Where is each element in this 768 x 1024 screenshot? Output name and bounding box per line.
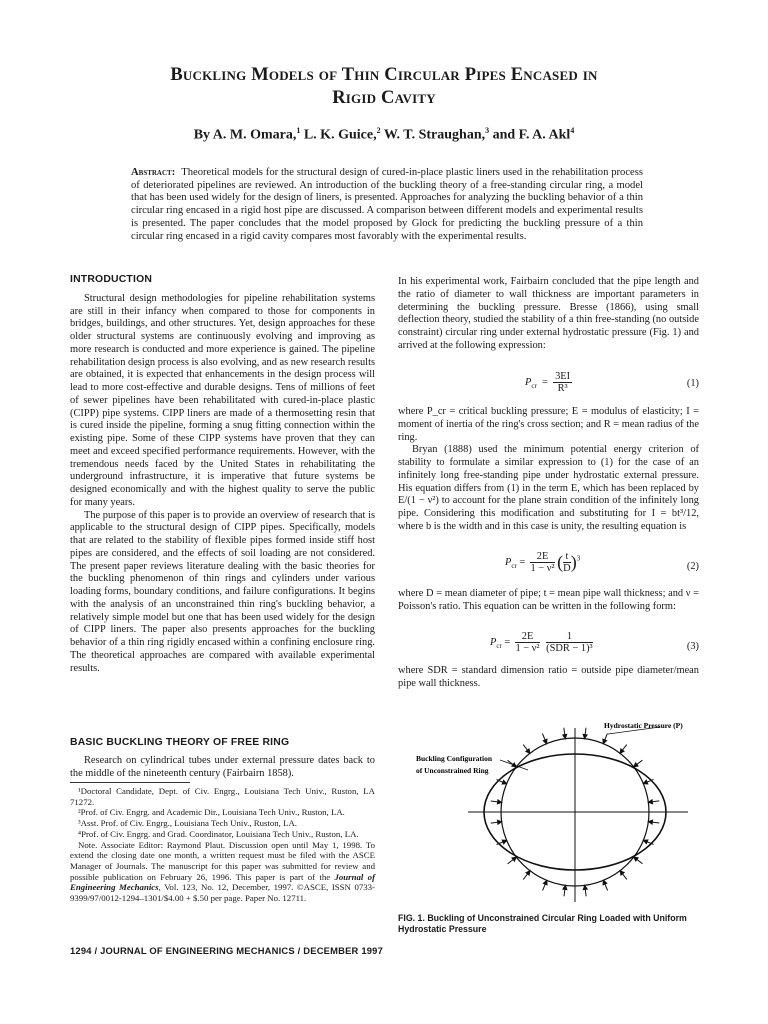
pressure-arrowhead [603,880,607,884]
right-text-block [398,406,699,534]
pressure-arrowhead [603,739,607,743]
abstract [131,167,643,243]
figure-1-diagram [398,712,708,908]
author-4: and F. A. Akl [489,127,571,143]
author-4-note: 4 [570,126,575,135]
footnote-rule [70,782,190,783]
eq1-denominator: R³ [557,383,568,394]
footnote-1: ¹Doctoral Candidate, Dept. of Civ. Engrg., Louisiana Tech Univ., Ruston, LA 71272. [70,786,375,807]
label-buckling-2: of Unconstrained Ring [416,766,489,775]
editor-note-b: , Vol. 123, No. 12, December, 1997. ©ASCE, ISSN 0733-9399/97/0012-1294–1301/$4.00 + $.50 per page. Paper No. 12711. [70,882,375,904]
eq2-t: t [563,551,571,563]
paper-title [60,64,708,110]
author-1: By A. M. Omara, [193,127,297,143]
eq2-d: D [563,563,571,574]
author-3-note: 3 [485,126,490,135]
eq3-denominator: 1 − ν² [515,643,540,654]
right-paragraph-4: where D = mean diameter of pipe; t = mean pipe wall thickness; and ν = Poisson's ratio. This equation can be written in the following form: [398,588,699,612]
eq2-denominator: 1 − ν² [530,563,555,574]
equation-2: $P_{cr}$ = $\frac{2E}{\text{1 − ν²}}$ ( $\frac{t}{D}$ )$^3$ [505,551,581,574]
right-paragraph-1: In his experimental work, Fairbairn concluded that the pipe length and the ratio of diameter to wall thickness are important parameters in determining the buckling pressure. Bresse (1866), using small deflection theory, studied the stability of a thin free-standing (no outside constraint) circular ring under external hydrostatic pressure (Fig. 1) and arrived at the following expression: [398,276,699,351]
author-2: L. K. Guice, [300,127,377,143]
basic-theory-section [70,737,375,780]
page-footer: 1294 / JOURNAL OF ENGINEERING MECHANICS / DECEMBER 1997 [70,945,383,956]
pressure-arrowhead [543,880,547,884]
right-paragraph-2: where P_cr = critical buckling pressure; E = modulus of elasticity; I = moment of inertia of the ring's cross section; and R = mean radius of the ring. [398,406,699,443]
footnote-4: ⁴Prof. of Civ. Engrg. and Grad. Coordinator, Louisiana Tech Univ., Ruston, LA. [78,828,359,839]
label-buckling-1: Buckling Configuration [416,754,493,763]
footnotes [70,786,375,904]
equation-3-number: (3) [686,641,699,652]
equation-2-number: (2) [686,561,699,572]
pressure-arrowhead [643,780,647,784]
author-3: W. T. Straughan, [380,127,486,143]
author-2-note: 2 [376,126,381,135]
editor-note-a: Note. Associate Editor: Raymond Plaut. Discussion open until May 1, 1998. To extend the closing date one month, a written request must be filed with the ASCE Manager of Journals. The manuscript for this paper was submitted for review and possible publication on February 26, 1996. This paper is part of the [70,839,375,882]
editor-note [70,840,375,904]
label-pressure: Hydrostatic Pressure (P) [604,721,683,730]
basic-paragraph-1: Research on cylindrical tubes under external pressure dates back to the middle of the nineteenth century (Fairbairn 1858). [70,754,375,779]
title-line-2: Rigid Cavity [332,88,436,108]
eq2-numerator: 2E [530,551,554,563]
left-column [70,274,375,675]
intro-heading: INTRODUCTION [70,274,153,285]
eq3-numerator: 2E [515,631,539,643]
intro-paragraph-2: The purpose of this paper is to provide an overview of research that is applicable to the structural design of CIPP pipes. Specifically, models that are related to the stability of flexible pipes formed inside stiff host pipes are considered, and the effects of soil loading are not considered. The present paper reviews literature dealing with the basic theories for the buckling phenomenon of thin rings and cylinders under various loading forms, boundary conditions, and failure configurations. It begins with the analysis of an unconstrained thin ring's buckling behavior, a relatively simple model but one that has been used widely for the design of CIPP liners. The paper also presents approaches for the buckling behavior of a thin ring rigidly encased within a confining enclosure ring. The theoretical approaches are compared with available experimental results. [70,509,375,674]
equation-3: $P_{cr}$ = $\frac{2E}{\text{1 − ν²}}$ $\frac{1}{\text{(SDR − 1)³}}$ [490,631,593,654]
pressure-arrowhead [502,780,506,784]
figure-1-caption: FIG. 1. Buckling of Unconstrained Circular Ring Loaded with Uniform Hydrostatic Pressure [398,913,687,934]
abstract-text: Theoretical models for the structural design of cured-in-place plastic liners used in the rehabilitation process of deteriorated pipelines are reviewed. An introduction of the buckling theory of a free-standing circular ring, a model that has been used widely for the design of liners, is presented. Approaches for analyzing the buckling behavior of a thin circular ring encased in a rigid host pipe are discussed. A comparison between different models and experimental results is presented. The paper concludes that the model proposed by Glock for predicting the buckling pressure of a thin circular ring encased in a rigid cavity compares most favorably with the experimental results. [131,167,643,242]
eq3-denominator-2: (SDR − 1)³ [546,643,593,654]
abstract-label: Abstract: [131,167,176,178]
basic-heading: BASIC BUCKLING THEORY OF FREE RING [70,737,290,748]
eq1-lhs: P [525,376,532,388]
intro-paragraph-1: Structural design methodologies for pipeline rehabilitation systems are still in their infancy when compared to those for components in bridges, buildings, and other structures. Yet, design approaches for these older structural systems are continuously evolving and improving as more research is conducted and more experience is gained. The pipeline rehabilitation design process is also evolving, and as new research results are obtained, it is expected that enhancements in the design process will lead to more cost-effective and durable designs. Tens of millions of feet of sewer pipelines have been rehabilitated with cured-in-place plastic (CIPP) pipe systems. CIPP liners are made of a thermosetting resin that is cured inside the pipeline, forming a snug fitting connection within the existing pipe. Some of these CIPP systems have proven that they can meet and exceed specified performance requirements. However, with the tremendous needs faced by the United States in rehabilitating the underground infrastructure, it is imperative that future systems be designed economically and with the highest quality to serve the public for many years. [70,292,375,508]
author-line [60,126,708,144]
equation-1-number: (1) [686,378,699,389]
footnote-3: ³Asst. Prof. of Civ. Engrg., Louisiana Tech Univ., Ruston, LA. [78,818,297,829]
eq1-sub: cr [531,381,537,390]
eq3-numerator-2: 1 [546,631,593,643]
author-1-note: 1 [296,126,301,135]
right-paragraph-3: Bryan (1888) used the minimum potential energy criterion of stability to formulate a similar expression to (1) for the case of an infinitely long free-standing pipe under hydrostatic external pressure. His equation differs from (1) in the term E, which has been replaced by E/(1 − ν²) to account for the plane strain condition of the infinitely long pipe. Considering this modification and substituting for I = bt³/12, where b is the width and in this case is unity, the resulting equation is [398,444,699,532]
journal-name: Journal of Engineering Mechanics [70,871,376,893]
right-paragraph-5: where SDR = standard dimension ratio = outside pipe diameter/mean pipe wall thickness. [398,665,699,689]
pressure-arrowhead [643,840,647,844]
title-line-1: Buckling Models of Thin Circular Pipes Encased in [170,65,598,85]
pressure-arrowhead [502,840,506,844]
equation-1: $P_{cr}$ = $\frac{3EI}{\text{R³}}$ [525,371,571,394]
eq1-numerator: 3EI [555,371,571,382]
footnote-2: ²Prof. of Civ. Engrg. and Academic Dir., Louisiana Tech Univ., Ruston, LA. [78,807,345,818]
pressure-arrowhead [543,739,547,743]
